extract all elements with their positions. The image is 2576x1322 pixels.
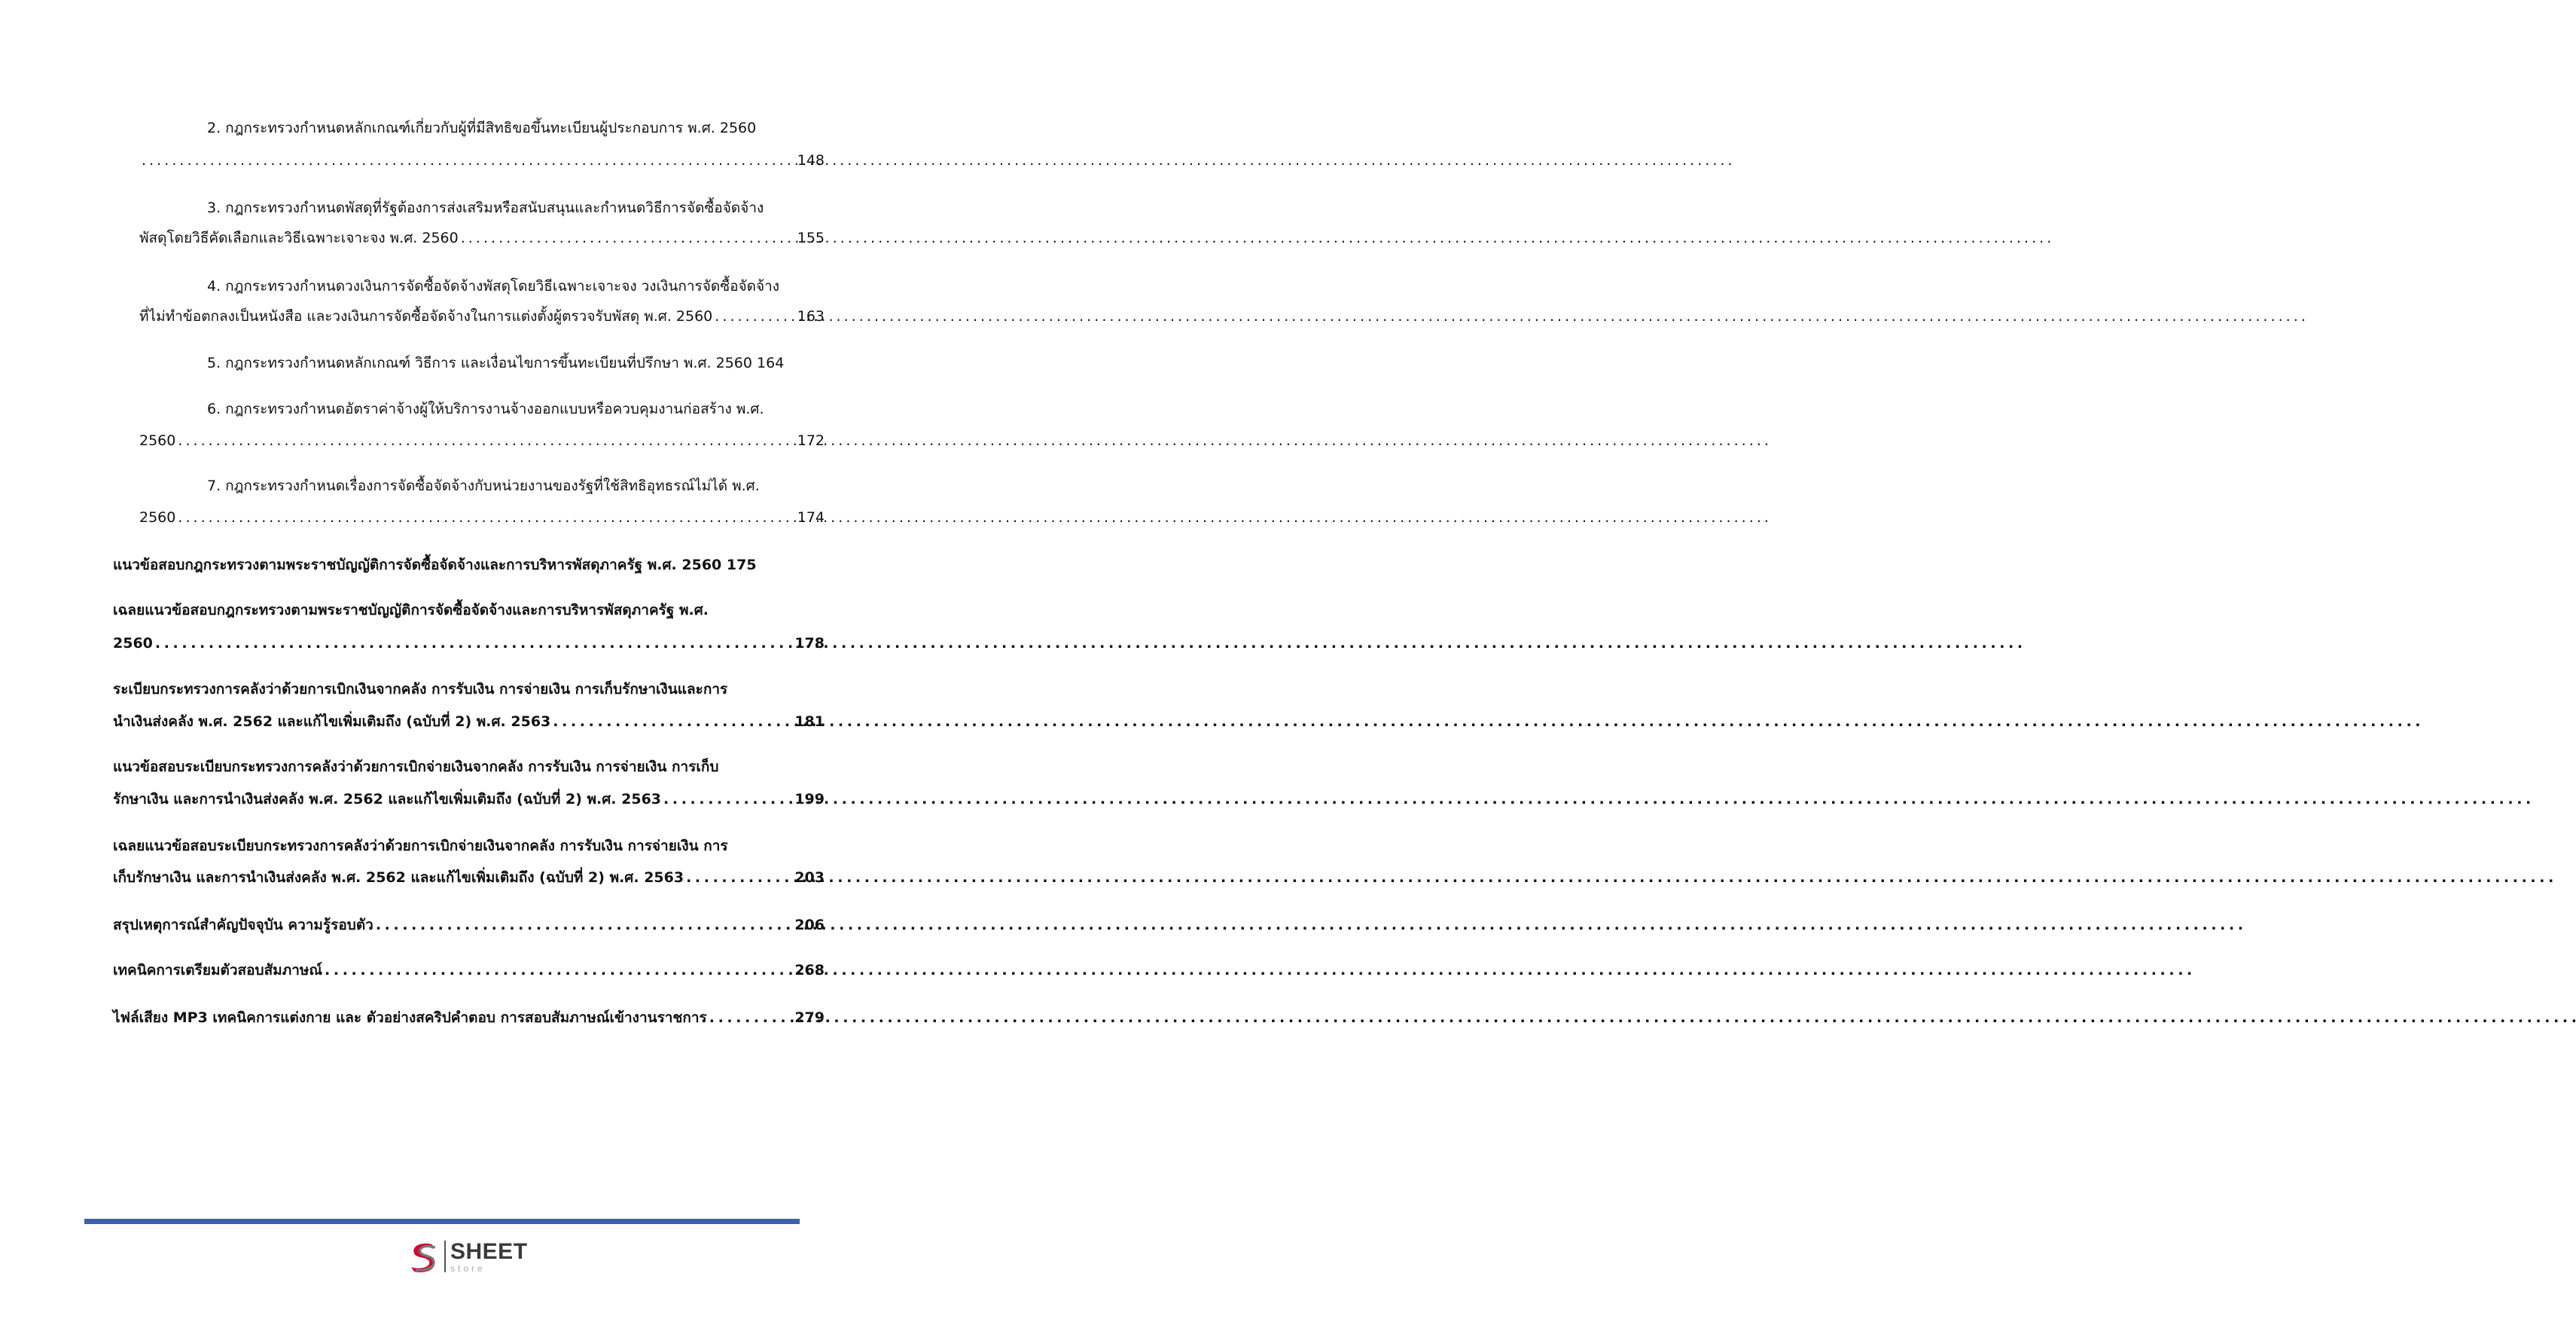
toc-entry-text: 2560 bbox=[139, 509, 176, 526]
toc-page-number: 199 bbox=[794, 791, 825, 808]
toc-section-4-line1[interactable] bbox=[113, 756, 825, 778]
toc-entry-text: แนวข้อสอบกฎกระทรวงตามพระราชบัญญัติการจัดซื้อจัดจ้างและการบริหารพัสดุภาครัฐ พ.ศ. 2560 175 bbox=[113, 557, 757, 573]
dot-leader bbox=[663, 788, 792, 811]
sheet-logo-icon bbox=[405, 1238, 441, 1275]
toc-section-6[interactable] bbox=[113, 914, 825, 936]
toc-entry-3-line2[interactable] bbox=[139, 227, 825, 249]
toc-entry-text: ระเบียบกระทรวงการคลังว่าด้วยการเบิกเงินจากคลัง การรับเงิน การจ่ายเงิน การเก็บรักษาเงินและการ bbox=[113, 681, 728, 698]
toc-entry-text: พัสดุโดยวิธีคัดเลือกและวิธีเฉพาะเจาะจง พ.ศ. 2560 bbox=[139, 230, 459, 246]
toc-entry-text: สรุปเหตุการณ์สำคัญปัจจุบัน ความรู้รอบตัว bbox=[113, 917, 373, 933]
toc-entry-text: แนวข้อสอบระเบียบกระทรวงการคลังว่าด้วยการเบิกจ่ายเงินจากคลัง การรับเงิน การจ่ายเงิน การเก็บ bbox=[113, 759, 719, 775]
logo-separator bbox=[444, 1241, 446, 1272]
toc-page-number: 178 bbox=[794, 635, 825, 652]
toc-entry-text: 6. กฎกระทรวงกำหนดอัตราค่าจ้างผู้ให้บริการงานจ้างออกแบบหรือควบคุมงานก่อสร้าง พ.ศ. bbox=[207, 401, 764, 417]
toc-entry-text: นำเงินส่งคลัง พ.ศ. 2562 และแก้ไขเพิ่มเติมถึง (ฉบับที่ 2) พ.ศ. 2563 bbox=[113, 713, 551, 730]
toc-entry-7-line1[interactable] bbox=[139, 475, 825, 497]
toc-section-2-line2[interactable] bbox=[113, 632, 825, 655]
toc-entry-text: เก็บรักษาเงิน และการนำเงินส่งคลัง พ.ศ. 2562 และแก้ไขเพิ่มเติมถึง (ฉบับที่ 2) พ.ศ. 2563 bbox=[113, 869, 684, 886]
dot-leader bbox=[709, 1006, 793, 1029]
toc-entry-text: 2560 bbox=[139, 432, 176, 449]
dot-leader bbox=[376, 914, 792, 936]
toc-entry-7-line2[interactable] bbox=[139, 506, 825, 529]
toc-entry-text: เฉลยแนวข้อสอบระเบียบกระทรวงการคลังว่าด้วยการเบิกจ่ายเงินจากคลัง การรับเงิน การจ่ายเงิน การ bbox=[113, 838, 728, 854]
dot-leader bbox=[686, 866, 792, 889]
toc-page-number: 268 bbox=[794, 962, 825, 979]
toc-page-number: 279 bbox=[794, 1009, 825, 1026]
toc-entry-text: 7. กฎกระทรวงกำหนดเรื่องการจัดซื้อจัดจ้างกับหน่วยงานของรัฐที่ใช้สิทธิอุทธรณ์ไม่ได้ พ.ศ. bbox=[207, 478, 760, 494]
toc-entry-text: 3. กฎกระทรวงกำหนดพัสดุที่รัฐต้องการส่งเสริมหรือสนับสนุนและกำหนดวิธีการจัดซื้อจัดจ้าง bbox=[207, 200, 764, 216]
toc-section-5-line2[interactable] bbox=[113, 866, 825, 889]
dot-leader bbox=[325, 959, 792, 982]
toc-page-number: 174 bbox=[797, 509, 825, 526]
toc-page-number: 163 bbox=[797, 308, 825, 325]
dot-leader bbox=[178, 429, 794, 452]
toc-entry-text: ไฟล์เสียง MP3 เทคนิคการแต่งกาย และ ตัวอย่างสคริปคำตอบ การสอบสัมภาษณ์เข้างานราชการ bbox=[113, 1009, 707, 1026]
toc-entry-6-line1[interactable] bbox=[139, 398, 825, 420]
toc-section-3-line1[interactable] bbox=[113, 678, 825, 701]
dot-leader bbox=[142, 149, 795, 172]
toc-entry-5-line1[interactable] bbox=[139, 352, 825, 374]
toc-page-number: 206 bbox=[794, 917, 825, 933]
brand-subtitle: store bbox=[450, 1262, 486, 1274]
toc-section-7[interactable] bbox=[113, 959, 825, 982]
brand-name: SHEET bbox=[450, 1238, 528, 1264]
toc-entry-2-line1[interactable] bbox=[139, 117, 825, 139]
toc-section-3-line2[interactable] bbox=[113, 710, 825, 733]
toc-entry-text: เทคนิคการเตรียมตัวสอบสัมภาษณ์ bbox=[113, 962, 323, 979]
toc-entry-text: รักษาเงิน และการนำเงินส่งคลัง พ.ศ. 2562 และแก้ไขเพิ่มเติมถึง (ฉบับที่ 2) พ.ศ. 2563 bbox=[113, 791, 662, 808]
toc-entry-text: ที่ไม่ทำข้อตกลงเป็นหนังสือ และวงเงินการจัดซื้อจัดจ้างในการแต่งตั้งผู้ตรวจรับพัสดุ พ.ศ. 2560 bbox=[139, 308, 713, 325]
dot-leader bbox=[715, 305, 794, 328]
toc-entry-text: 2560 bbox=[113, 635, 153, 652]
toc-entry-text: 2. กฎกระทรวงกำหนดหลักเกณฑ์เกี่ยวกับผู้ที่มีสิทธิขอขึ้นทะเบียนผู้ประกอบการ พ.ศ. 2560 bbox=[207, 120, 757, 136]
footer-divider-bar bbox=[84, 1219, 800, 1224]
toc-page-number: 203 bbox=[794, 869, 825, 886]
toc-entry-4-line2[interactable] bbox=[139, 305, 825, 328]
dot-leader bbox=[553, 710, 792, 733]
logo-text bbox=[450, 1238, 528, 1274]
dot-leader bbox=[178, 506, 794, 529]
toc-page-number: 148 bbox=[797, 152, 825, 169]
toc-section-4-line2[interactable] bbox=[113, 788, 825, 811]
toc-section-1[interactable] bbox=[113, 554, 825, 576]
toc-entry-text: เฉลยแนวข้อสอบกฎกระทรวงตามพระราชบัญญัติการจัดซื้อจัดจ้างและการบริหารพัสดุภาครัฐ พ.ศ. bbox=[113, 602, 709, 618]
toc-section-8[interactable] bbox=[113, 1006, 825, 1029]
sheet-store-logo bbox=[405, 1235, 541, 1278]
toc-page-number: 172 bbox=[797, 432, 825, 449]
dot-leader bbox=[155, 632, 792, 655]
toc-entry-2-line2[interactable] bbox=[139, 149, 825, 172]
toc-entry-3-line1[interactable] bbox=[139, 197, 825, 219]
toc-page-number: 155 bbox=[797, 230, 825, 246]
dot-leader bbox=[461, 227, 795, 249]
toc-section-2-line1[interactable] bbox=[113, 599, 825, 621]
toc-page-number: 181 bbox=[794, 713, 825, 730]
toc-section-5-line1[interactable] bbox=[113, 835, 825, 857]
toc-entry-6-line2[interactable] bbox=[139, 429, 825, 452]
toc-entry-text: 4. กฎกระทรวงกำหนดวงเงินการจัดซื้อจัดจ้างพัสดุโดยวิธีเฉพาะเจาะจง วงเงินการจัดซื้อจัดจ้าง bbox=[207, 278, 780, 295]
toc-entry-4-line1[interactable] bbox=[139, 275, 825, 298]
toc-entry-text: 5. กฎกระทรวงกำหนดหลักเกณฑ์ วิธีการ และเงื่อนไขการขึ้นทะเบียนที่ปรึกษา พ.ศ. 2560 164 bbox=[207, 355, 785, 371]
